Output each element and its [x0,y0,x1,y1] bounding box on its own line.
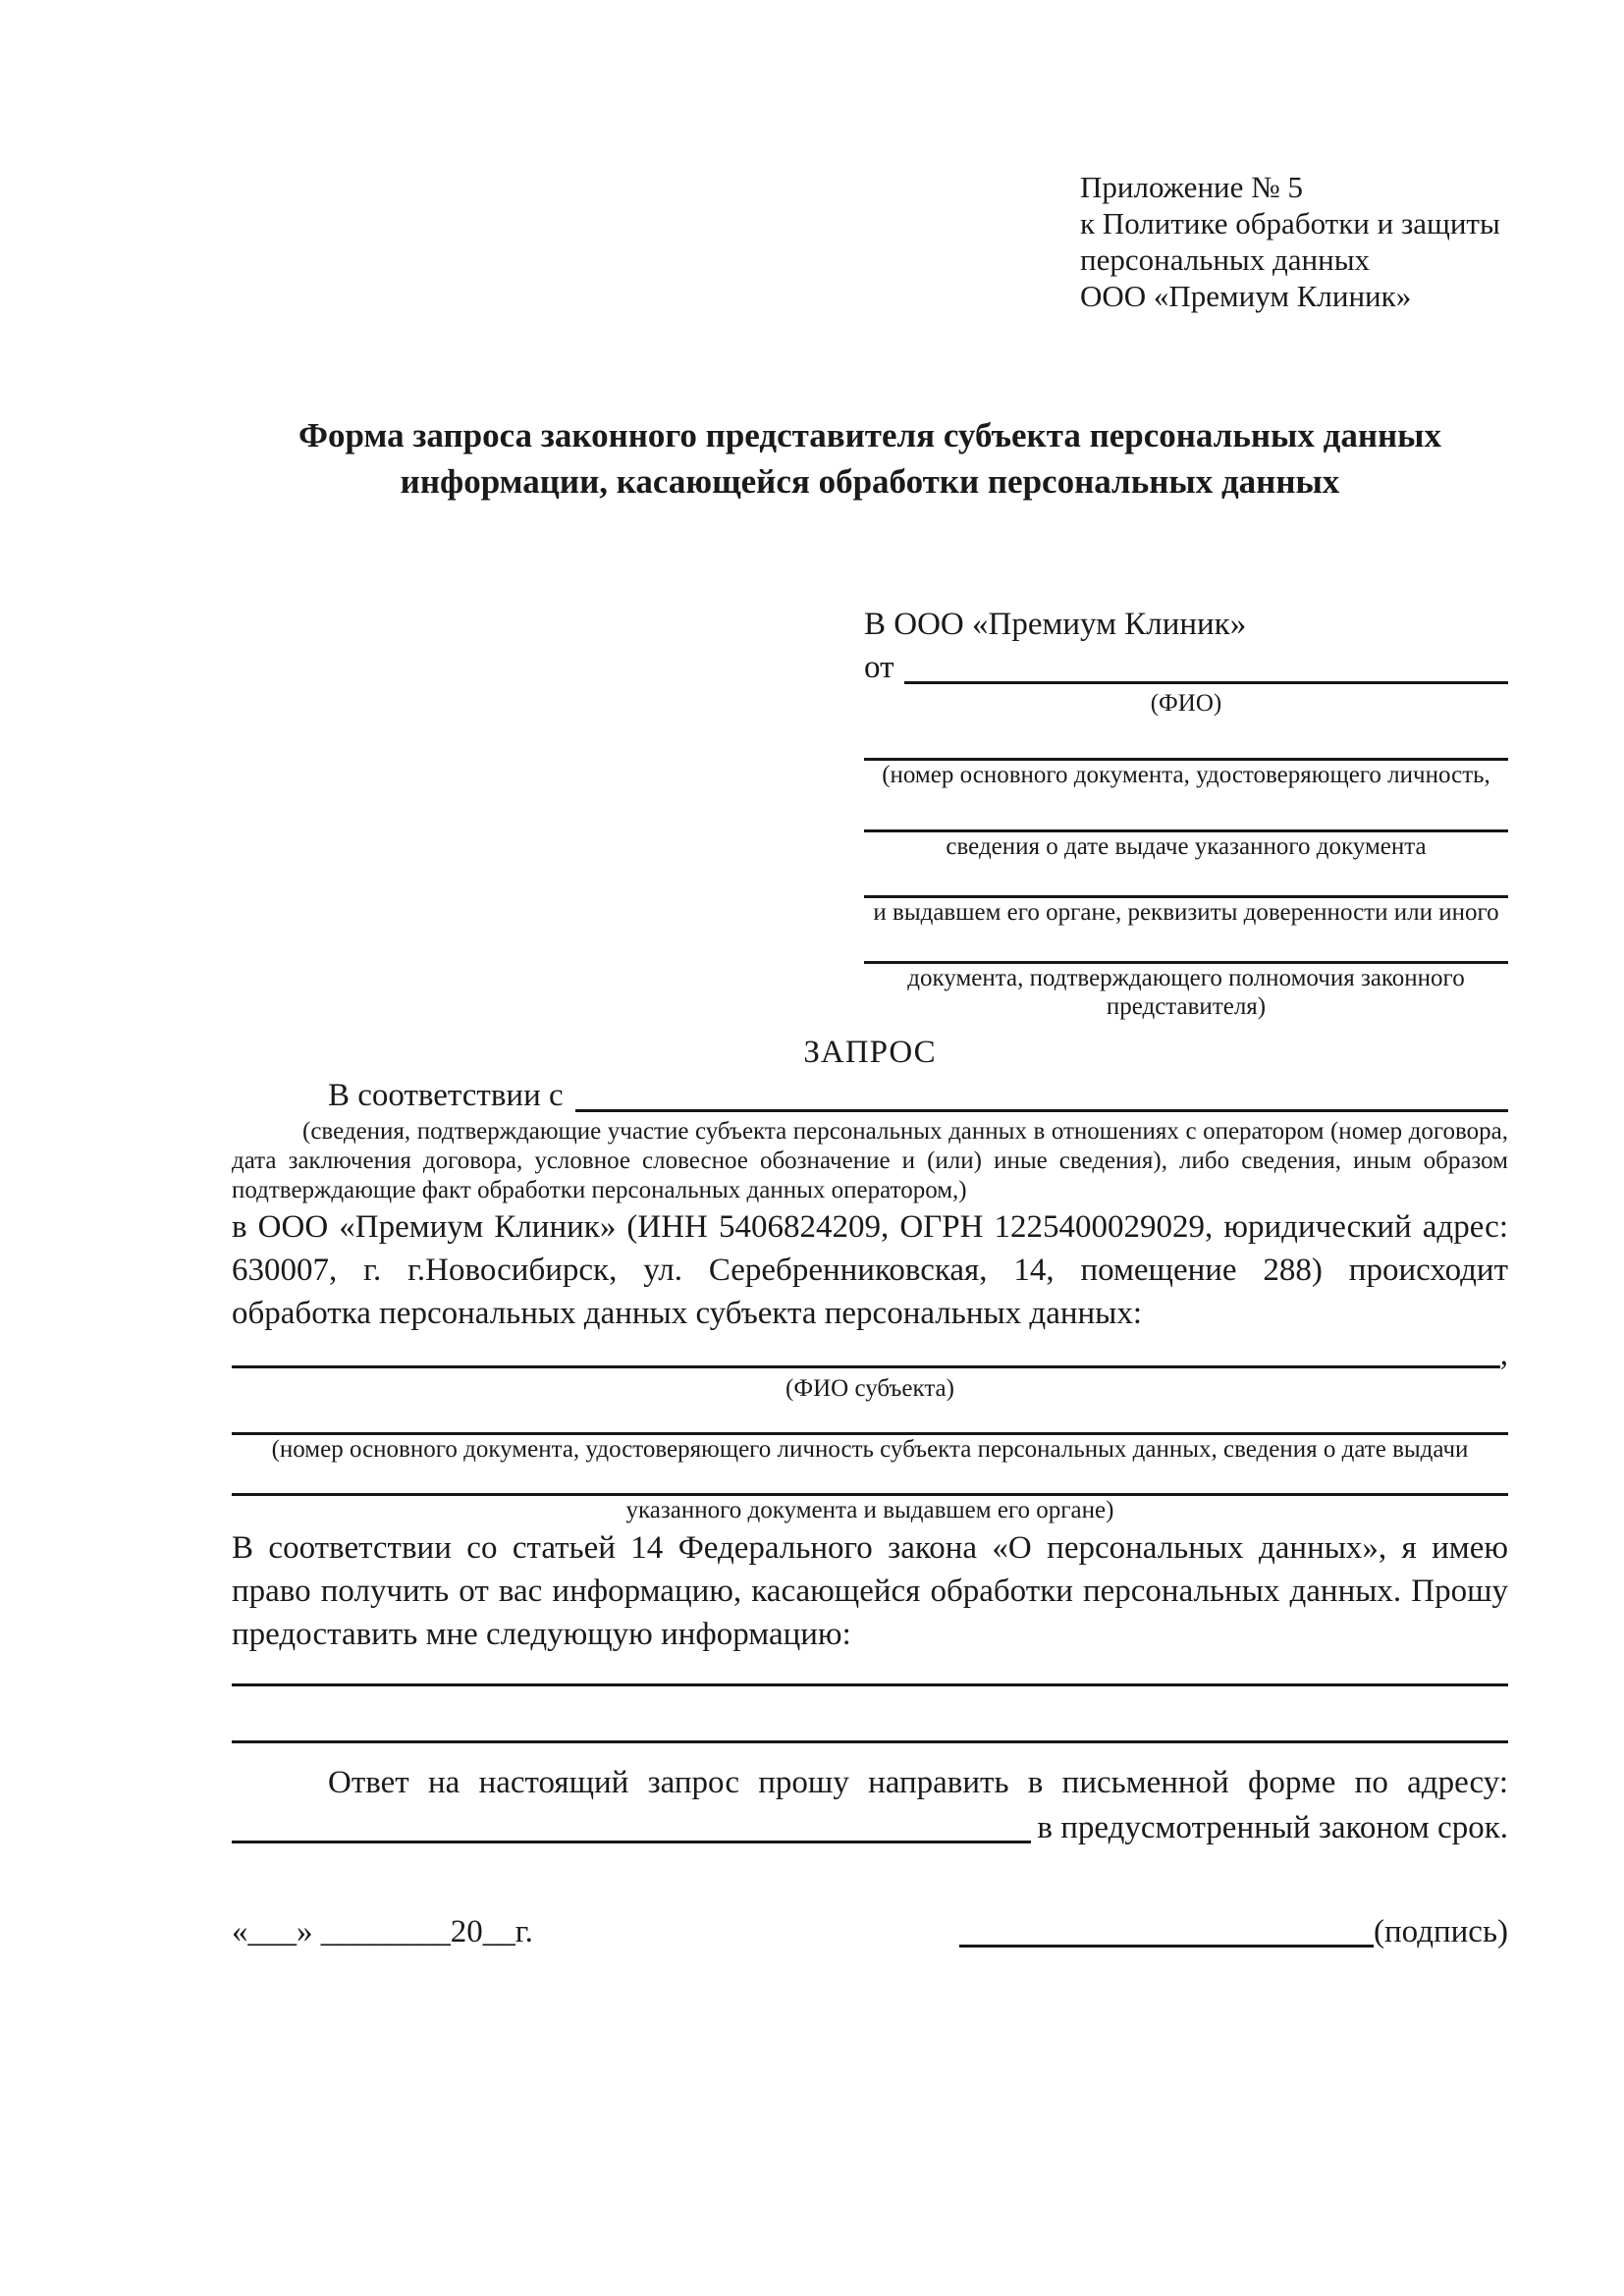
representative-doc-caption: сведения о дате выдаче указанного документа [946,833,1427,860]
reply-suffix: в предусмотренный законом срок. [1037,1810,1508,1845]
appendix-line: ООО «Премиум Клиник» [1080,279,1412,313]
reply-address-row [232,1806,1508,1849]
appendix-line: к Политике обработки и защиты [1080,206,1500,240]
info-blank-line [232,1740,1508,1743]
document-title: Форма запроса законного представителя субъекта персональных данных информации, касающейся обработки персональных данных [298,416,1441,501]
signature-group [959,1910,1508,1953]
operator-paragraph: в ООО «Премиум Клиник» (ИНН 5406824209, ОГРН 1225400029029, юридический адрес: 630007, г. г.Новосибирск, ул. Серебренниковская, 14, помещение 288) происходит обработка персональных данных субъекта персональных данных: [232,1209,1508,1331]
addressee-from-row [864,646,1508,689]
basis-row [232,1074,1508,1117]
appendix-block [1080,169,1508,314]
from-label: от [864,650,894,685]
addressee-to: В ООО «Премиум Клиник» [864,607,1247,642]
fio-field-line [904,681,1509,684]
subject-fio-line [232,1365,1500,1368]
date-field: «___» ________20__г. [232,1914,533,1949]
request-heading: ЗАПРОС [803,1035,937,1070]
representative-doc-caption: (номер основного документа, удостоверяющего личность, [882,762,1490,788]
basis-prefix: В соответствии с [328,1078,564,1113]
subject-line-comma: , [1499,1337,1508,1372]
addressee-block [864,603,1508,1021]
representative-doc-caption: и выдавшем его органе, реквизиты доверенности или иного [873,899,1499,926]
footer-row [232,1910,1508,1953]
fio-caption: (ФИО) [1150,690,1222,717]
subject-doc-caption: (номер основного документа, удостоверяющего личность субъекта персональных данных, сведения о дате выдачи [271,1436,1469,1463]
reply-paragraph: Ответ на настоящий запрос прошу направить в письменной форме по адресу: [328,1765,1508,1800]
reply-address-line [232,1841,1031,1843]
appendix-line: персональных данных [1080,242,1371,277]
appendix-line: Приложение № 5 [1080,170,1303,204]
signature-line [959,1945,1374,1948]
representative-doc-caption: документа, подтверждающего полномочия законного представителя) [907,965,1465,1020]
info-blank-line [232,1683,1508,1686]
law-paragraph: В соответствии со статьей 14 Федерального закона «О персональных данных», я имею право получить от вас информацию, касающейся обработки персональных данных. Прошу предоставить мне следующую информацию: [232,1530,1508,1652]
signature-caption: (подпись) [1374,1914,1508,1949]
basis-caption: (сведения, подтверждающие участие субъекта персональных данных в отношениях с оператором (номер договора, дата заключения договора, условное словесное обозначение и (или) иные сведения), либо сведения, иным образом подтверждающие факт обработки персональных данных оператором,) [232,1118,1508,1203]
subject-fio-caption: (ФИО субъекта) [785,1375,954,1402]
basis-field-line [575,1109,1508,1112]
subject-fio-row [232,1335,1508,1374]
subject-doc-caption: указанного документа и выдавшем его органе) [625,1497,1114,1523]
